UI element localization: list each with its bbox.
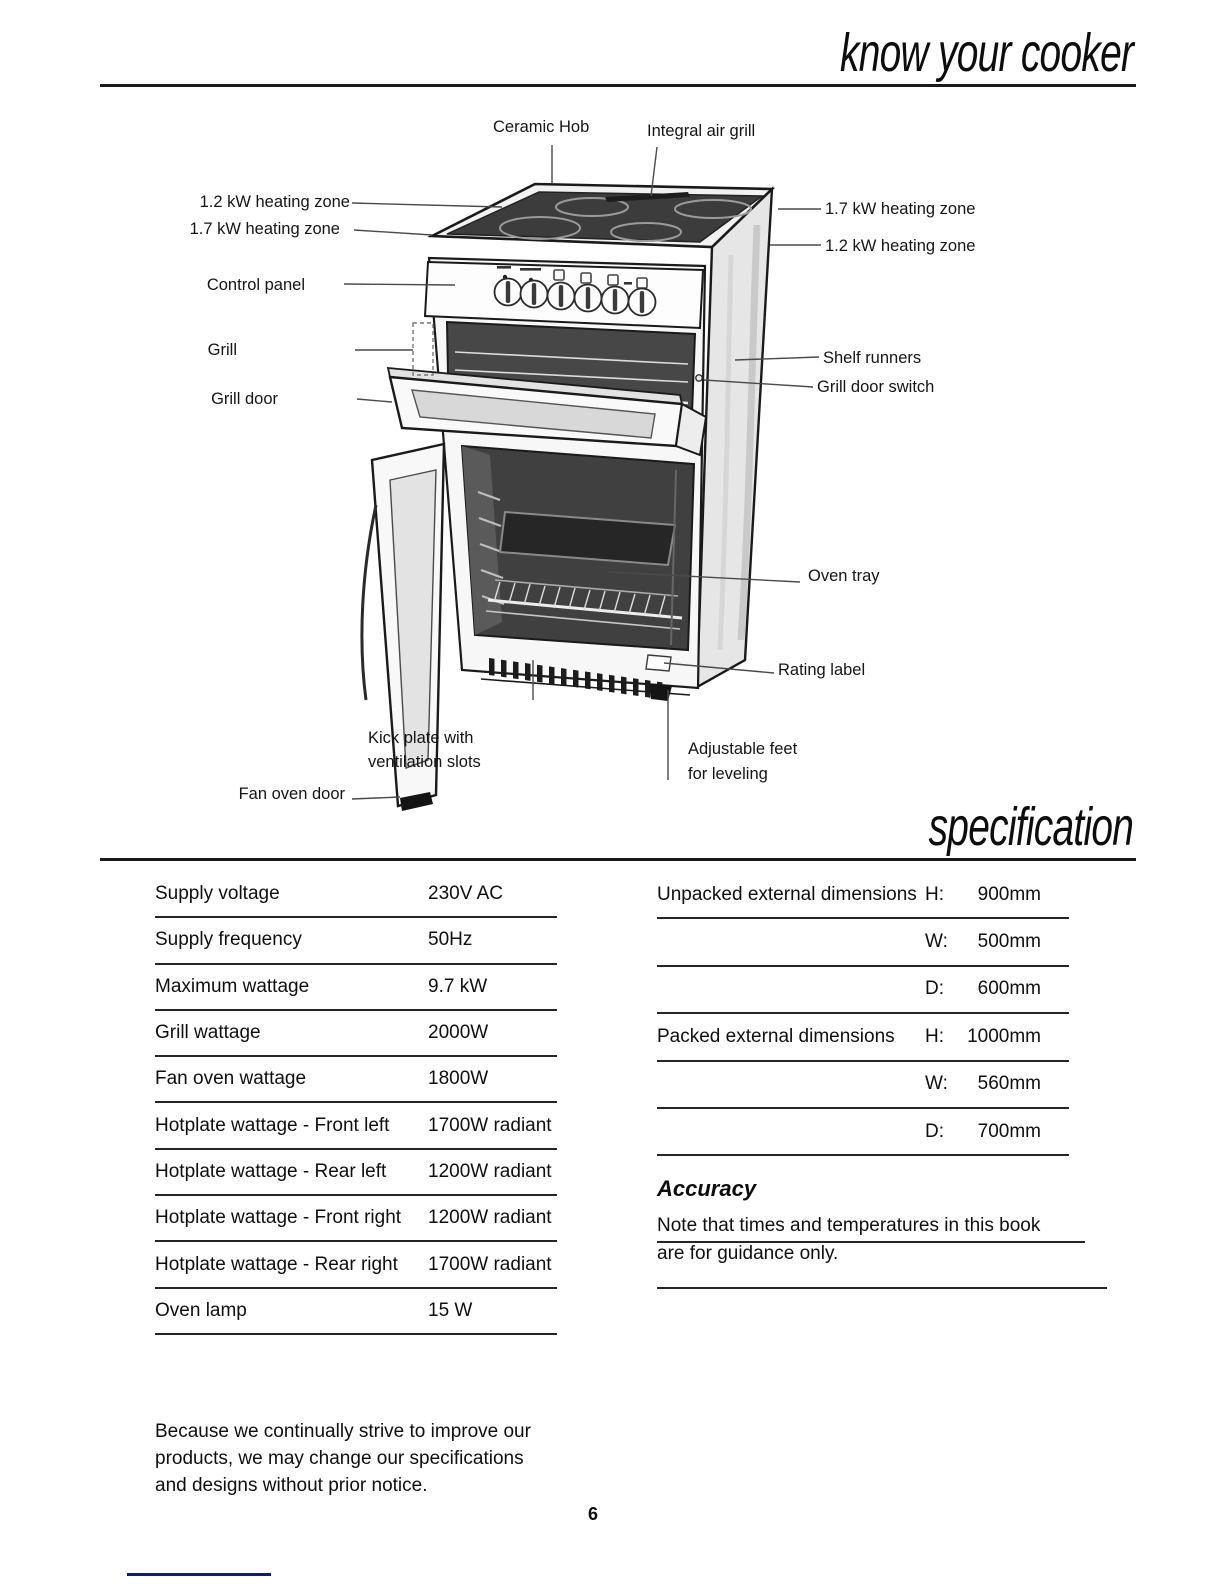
dimension-letter: H:	[925, 883, 944, 905]
spec-value: 560mm	[977, 1073, 1041, 1095]
label-adjustable-feet-line2: for leveling	[688, 765, 768, 783]
spec-label: Supply voltage	[155, 883, 280, 905]
table-row	[657, 1109, 1069, 1156]
specification-title: specification	[928, 797, 1133, 857]
label-rating-label: Rating label	[778, 661, 866, 679]
table-row	[155, 1103, 557, 1149]
dimension-letter: W:	[925, 1073, 948, 1095]
spec-label: Packed external dimensions	[657, 1025, 895, 1047]
spec-value: 50Hz	[428, 929, 473, 951]
label-grill-door: Grill door	[211, 390, 278, 408]
label-shelf-runners: Shelf runners	[823, 349, 922, 367]
dimension-letter: W:	[925, 931, 948, 953]
spec-value: 500mm	[977, 931, 1041, 953]
dimension-letter: D:	[925, 1120, 944, 1142]
table-row	[155, 918, 557, 964]
footer-note-line2: products, we may change our specifications	[155, 1448, 524, 1469]
label-control-panel: Control panel	[206, 276, 305, 294]
page-title: know your cooker	[839, 23, 1133, 83]
dimension-letter: H:	[925, 1025, 944, 1047]
table-row	[155, 1242, 557, 1288]
label-right-zone-12: 1.2 kW heating zone	[825, 237, 976, 255]
spec-value: 900mm	[977, 883, 1041, 905]
footer-note-line1: Because we continually strive to improve our	[155, 1421, 531, 1442]
accuracy-heading: Accuracy	[657, 1176, 757, 1201]
accuracy-text-line2: are for guidance only.	[657, 1243, 839, 1264]
table-row	[155, 1196, 557, 1242]
spec-value: 1200W radiant	[428, 1160, 552, 1182]
spec-value: 1700W radiant	[428, 1114, 552, 1136]
page-number: 6	[588, 1504, 599, 1524]
table-row	[657, 967, 1069, 1014]
table-row	[155, 1057, 557, 1103]
table-row	[657, 919, 1069, 966]
spec-value: 600mm	[977, 978, 1041, 1000]
spec-label: Hotplate wattage - Front left	[155, 1114, 390, 1136]
spec-label: Maximum wattage	[155, 975, 310, 997]
accuracy-rule-2	[657, 1287, 1107, 1289]
label-left-zone-17: 1.7 kW heating zone	[189, 220, 340, 238]
label-kick-plate-line2: ventilation slots	[368, 753, 481, 771]
label-kick-plate-line1: Kick plate with	[368, 729, 474, 747]
label-oven-tray: Oven tray	[808, 567, 880, 585]
label-fan-oven-door: Fan oven door	[238, 785, 345, 803]
control-panel	[425, 262, 703, 328]
spec-label: Hotplate wattage - Rear right	[155, 1253, 398, 1275]
label-adjustable-feet-line1: Adjustable feet	[688, 740, 798, 758]
spec-value: 2000W	[428, 1022, 489, 1044]
table-row	[657, 1062, 1069, 1109]
accuracy-text-line1: Note that times and temperatures in this book	[657, 1215, 1041, 1236]
spec-label: Fan oven wattage	[155, 1068, 307, 1090]
spec-value: 1800W	[428, 1068, 489, 1090]
footer-note-line3: and designs without prior notice.	[155, 1475, 428, 1496]
label-grill-door-switch: Grill door switch	[817, 378, 935, 396]
table-row	[657, 872, 1069, 919]
spec-table-electrical	[155, 872, 557, 1335]
spec-value: 1200W radiant	[428, 1207, 552, 1229]
label-left-zone-12: 1.2 kW heating zone	[199, 193, 350, 211]
label-grill: Grill	[207, 341, 237, 359]
fan-oven-compartment	[462, 446, 694, 650]
spec-label: Hotplate wattage - Rear left	[155, 1160, 387, 1182]
spec-label: Unpacked external dimensions	[657, 883, 917, 905]
table-row	[155, 1011, 557, 1057]
table-row	[657, 1014, 1069, 1061]
footer-blue-line	[127, 1573, 271, 1576]
spec-value: 700mm	[977, 1120, 1041, 1142]
table-row	[155, 1289, 557, 1335]
spec-value: 9.7 kW	[428, 975, 488, 997]
spec-value: 230V AC	[428, 883, 503, 905]
spec-table-dimensions	[657, 872, 1069, 1156]
table-row	[155, 872, 557, 918]
spec-value: 1000mm	[967, 1025, 1041, 1047]
spec-value: 1700W radiant	[428, 1253, 552, 1275]
grill-callout-box	[413, 323, 433, 375]
label-integral-air-grill: Integral air grill	[647, 122, 756, 140]
table-row	[155, 1150, 557, 1196]
specification-rule	[100, 858, 1136, 861]
label-right-zone-17: 1.7 kW heating zone	[825, 200, 976, 218]
spec-value: 15 W	[428, 1299, 473, 1321]
cooker-side-panel	[697, 189, 772, 687]
label-ceramic-hob: Ceramic Hob	[493, 118, 590, 136]
dimension-letter: D:	[925, 978, 944, 1000]
table-row	[155, 965, 557, 1011]
spec-label: Hotplate wattage - Front right	[155, 1207, 402, 1229]
spec-label: Supply frequency	[155, 929, 302, 951]
ceramic-hob-top	[432, 184, 772, 247]
grill-door-switch-dot	[696, 375, 702, 381]
spec-label: Oven lamp	[155, 1299, 247, 1321]
spec-label: Grill wattage	[155, 1022, 261, 1044]
